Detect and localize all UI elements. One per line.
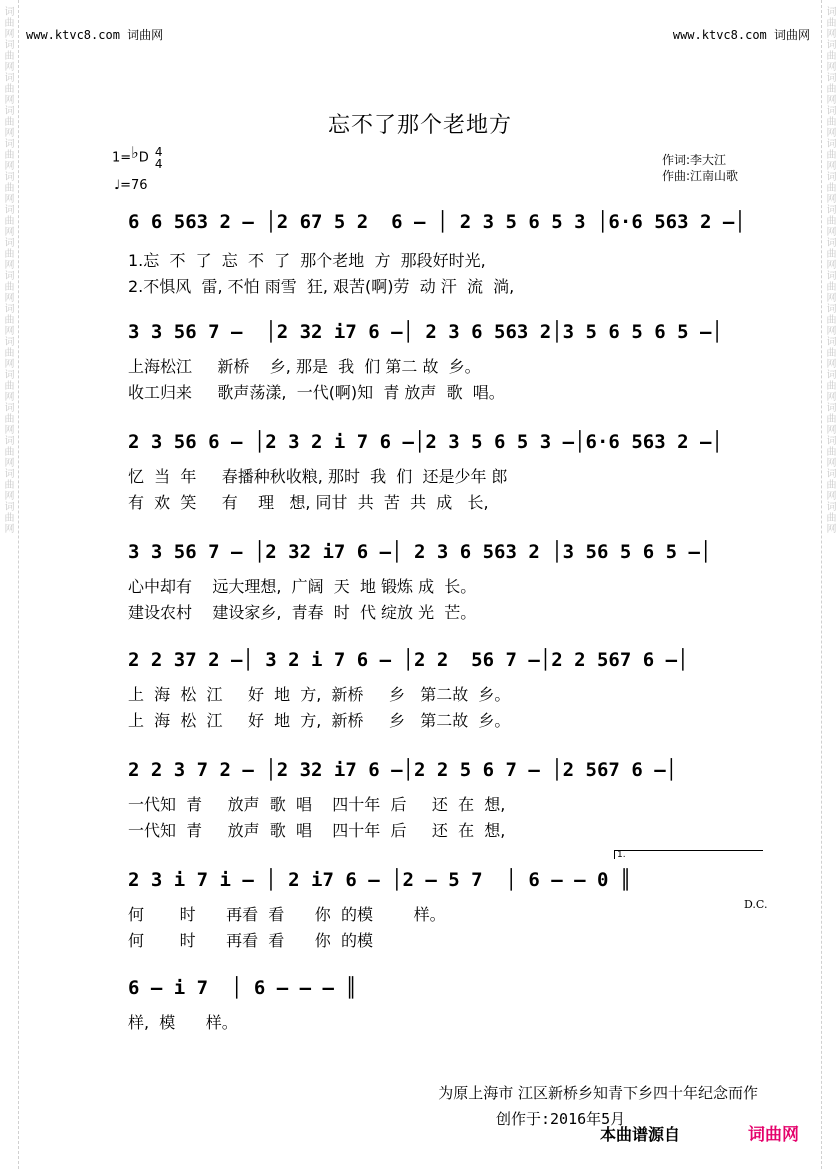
- left-watermark-strip: [0, 0, 19, 1169]
- dedication: 为原上海市 江区新桥乡知青下乡四十年纪念而作: [438, 1084, 758, 1102]
- composer: 作曲:江南山歌: [662, 169, 739, 183]
- score-row-2: [128, 318, 768, 406]
- header-site-right[interactable]: www.ktvc8.com 词曲网: [672, 28, 810, 42]
- notation-line: 6 – i 7 │ 6 – – – ║: [128, 977, 357, 999]
- lyric-line-1: 忆 当 年 春播种秋收粮, 那时 我 们 还是少年 郎: [128, 467, 508, 486]
- lyric-line-1: 上海松江 新桥 乡, 那是 我 们 第二 故 乡。: [128, 357, 481, 376]
- notation-line: 6 6 563 2 – │2 67 5 2 6 – │ 2 3 5 6 5 3 │6·6 563 2 –│: [128, 211, 746, 233]
- da-capo-mark: D.C.: [744, 898, 768, 911]
- score-row-4: [128, 538, 768, 626]
- lyric-line-2: 何 时 再看 看 你 的模: [128, 931, 373, 950]
- notation-line: 3 3 56 7 – │2 32 i7 6 –│ 2 3 6 563 2│3 5 6 5 6 5 –│: [128, 321, 723, 343]
- lyric-line-2: 一代知 青 放声 歌 唱 四十年 后 还 在 想,: [128, 821, 506, 840]
- source-label: 本曲谱源自: [600, 1125, 681, 1144]
- key-note: D: [138, 150, 149, 166]
- score-row-8: [128, 974, 768, 1036]
- time-top: 4: [154, 145, 163, 159]
- flat-icon: ♭: [131, 142, 139, 162]
- notation-line: 2 2 3 7 2 – │2 32 i7 6 –│2 2 5 6 7 – │2 567 6 –│: [128, 759, 678, 781]
- score-row-5: [128, 646, 768, 734]
- lyricist: 作词:李大江: [662, 153, 727, 167]
- key-signature: [112, 142, 163, 171]
- lyric-line-1: 一代知 青 放声 歌 唱 四十年 后 还 在 想,: [128, 795, 506, 814]
- lyric-line-1: 何 时 再看 看 你 的模 样。: [128, 905, 446, 924]
- lyric-line-2: 2.不惧风 雷, 不怕 雨雪 狂, 艰苦(啊)劳 动 汗 流 淌,: [128, 277, 515, 296]
- page-title: 忘不了那个老地方: [327, 113, 512, 138]
- notation-line: 2 2 37 2 –│ 3 2 i 7 6 – │2 2 56 7 –│2 2 567 6 –│: [128, 649, 689, 671]
- score-row-6: [128, 756, 768, 844]
- score-row-3: [128, 428, 768, 516]
- lyric-line-2: 有 欢 笑 有 理 想, 同甘 共 苦 共 成 长,: [128, 493, 489, 512]
- key-prefix: 1=: [112, 150, 132, 166]
- tempo-marking: ♩=76: [114, 178, 148, 193]
- site-logo[interactable]: 词曲网: [748, 1125, 799, 1145]
- lyric-line-2: 建设农村 建设家乡, 青春 时 代 绽放 光 芒。: [128, 603, 477, 622]
- lyric-line-1: 样, 模 样。: [128, 1013, 238, 1032]
- notation-line: 3 3 56 7 – │2 32 i7 6 –│ 2 3 6 563 2 │3 56 5 6 5 –│: [128, 541, 712, 563]
- right-watermark-strip: [821, 0, 840, 1169]
- first-ending-bracket: [614, 850, 763, 859]
- lyric-line-1: 上 海 松 江 好 地 方, 新桥 乡 第二故 乡。: [128, 685, 511, 704]
- time-bottom: 4: [154, 157, 163, 171]
- time-signature: [155, 146, 163, 170]
- header-site-left[interactable]: www.ktvc8.com 词曲网: [26, 28, 164, 42]
- credits: [662, 152, 738, 184]
- score-row-1: [128, 208, 768, 300]
- lyric-line-1: 心中却有 远大理想, 广阔 天 地 锻炼 成 长。: [128, 577, 477, 596]
- lyric-line-2: 收工归来 歌声荡漾, 一代(啊)知 青 放声 歌 唱。: [128, 383, 505, 402]
- lyric-line-2: 上 海 松 江 好 地 方, 新桥 乡 第二故 乡。: [128, 711, 511, 730]
- side-watermark: 词曲网词曲网词曲网词曲网词曲网词曲网词曲网词曲网词曲网词曲网词曲网词曲网词曲网词曲网词曲网词曲网: [2, 6, 13, 534]
- score-row-7: [128, 866, 768, 954]
- creation-date: 创作于:2016年5月: [496, 1110, 626, 1128]
- first-ending-label: 1.: [617, 850, 626, 860]
- side-watermark: 词曲网词曲网词曲网词曲网词曲网词曲网词曲网词曲网词曲网词曲网词曲网词曲网词曲网词曲网词曲网词曲网: [824, 6, 835, 534]
- lyric-line-1: 1.忘 不 了 忘 不 了 那个老地 方 那段好时光,: [128, 251, 486, 270]
- notation-line: 2 3 i 7 i – │ 2 i7 6 – │2 – 5 7 │ 6 – – 0 ║: [128, 869, 632, 891]
- notation-line: 2 3 56 6 – │2 3 2 i 7 6 –│2 3 5 6 5 3 –│6·6 563 2 –│: [128, 431, 723, 453]
